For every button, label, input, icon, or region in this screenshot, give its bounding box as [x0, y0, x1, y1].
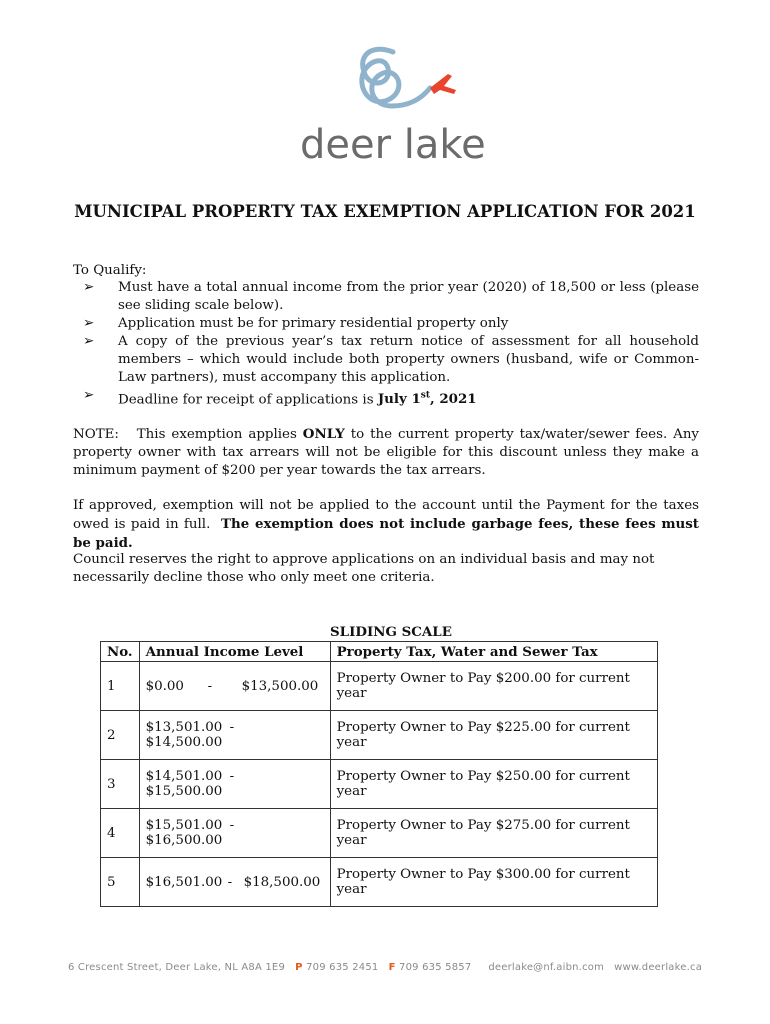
deadline-prefix: July 1 [377, 391, 421, 408]
footer-contact [0, 962, 770, 973]
income-from: $14,501.00 [145, 769, 223, 784]
income-to: $15,500.00 [145, 784, 223, 799]
income-dash: - [229, 769, 235, 784]
table-row [101, 662, 658, 711]
note-rest: to the current property tax/water/sewer fees. Any property owner with tax arrears will not be eligible for this discount unless they make a minimum payment of $200 per year towards the tax arrears. [73, 427, 700, 478]
criteria-text: Must have a total annual income from the prior year (2020) of 18,500 or less (please see sliding scale below). [118, 280, 699, 313]
criteria-item [73, 279, 699, 315]
deadline-date [378, 391, 477, 407]
col-header-no: No. [101, 642, 140, 662]
table-row [101, 760, 658, 809]
income-from: $16,501.00 [145, 874, 223, 890]
criteria-list [73, 279, 699, 409]
row-income [139, 809, 330, 858]
footer-phone: 709 635 2451 [306, 962, 379, 973]
sliding-scale-heading: SLIDING SCALE [330, 624, 452, 640]
criteria-text: Application must be for primary residential property only [118, 316, 509, 331]
income-from: $15,501.00 [145, 818, 223, 833]
note-paragraph [73, 425, 699, 480]
phone-key: P [295, 962, 303, 973]
arrow-bullet-icon: ➢ [83, 316, 95, 331]
fax-key: F [388, 962, 396, 973]
income-to: $16,500.00 [145, 833, 223, 848]
row-tax: Property Owner to Pay $225.00 for current year [330, 711, 657, 760]
row-no: 2 [101, 711, 140, 760]
footer-address: 6 Crescent Street, Deer Lake, NL A8A 1E9 [67, 962, 286, 973]
criteria-text: A copy of the previous year’s tax return notice of assessment for all household members – which would include both property owners (husband, wife or Common-Law partners), must accompany this application. [118, 334, 699, 385]
table-row [101, 711, 658, 760]
arrow-bullet-icon: ➢ [83, 280, 95, 295]
income-from: $13,501.00 [145, 720, 223, 735]
row-tax: Property Owner to Pay $250.00 for current year [330, 760, 657, 809]
deadline-sup: st [420, 391, 430, 401]
table-row [101, 809, 658, 858]
row-no: 3 [101, 760, 140, 809]
table-row [101, 858, 658, 907]
income-dash: - [229, 818, 235, 833]
note-strong: ONLY [302, 426, 345, 442]
council-paragraph: Council reserves the right to approve applications on an individual basis and may not necessarily decline those who only meet one criteria. [73, 552, 655, 585]
footer-website[interactable]: www.deerlake.ca [614, 962, 703, 973]
approval-paragraph [73, 497, 704, 553]
income-dash: - [227, 874, 233, 890]
row-no: 1 [101, 662, 140, 711]
income-to: $13,500.00 [241, 678, 319, 694]
criteria-item [73, 387, 699, 409]
row-tax: Property Owner to Pay $300.00 for current year [330, 858, 657, 907]
criteria-item [73, 333, 699, 387]
row-income [139, 662, 330, 711]
criteria-text: Deadline for receipt of applications is [118, 392, 378, 408]
col-header-income: Annual Income Level [139, 642, 330, 662]
income-to: $14,500.00 [145, 735, 223, 750]
income-to: $18,500.00 [243, 874, 321, 890]
row-no: 5 [101, 858, 140, 907]
income-dash: - [229, 720, 235, 735]
income-dash: - [207, 678, 213, 694]
row-income [139, 760, 330, 809]
arrow-bullet-icon: ➢ [83, 388, 95, 403]
row-income [139, 858, 330, 907]
row-tax: Property Owner to Pay $200.00 for current year [330, 662, 657, 711]
sliding-scale-table [100, 641, 658, 907]
deadline-suffix: , 2021 [430, 391, 477, 408]
row-income [139, 711, 330, 760]
qualify-label: To Qualify: [73, 263, 147, 278]
row-no: 4 [101, 809, 140, 858]
logo-text: deer lake [300, 122, 486, 168]
footer-email[interactable]: deerlake@nf.aibn.com [488, 962, 605, 973]
footer-fax: 709 635 5857 [399, 962, 472, 973]
row-tax: Property Owner to Pay $275.00 for current year [330, 809, 657, 858]
note-lead: NOTE: This exemption applies [73, 427, 303, 442]
criteria-item [73, 315, 699, 333]
col-header-tax: Property Tax, Water and Sewer Tax [330, 642, 657, 662]
income-from: $0.00 [145, 678, 184, 694]
approve-strong: The exemption does not include garbage fees, these fees must be paid. [73, 516, 699, 551]
arrow-bullet-icon: ➢ [83, 334, 95, 349]
approve-lead: If approved, exemption will not be applied to the account until the Payment for the taxes owed is paid in full. [73, 498, 704, 532]
page-title: MUNICIPAL PROPERTY TAX EXEMPTION APPLICATION FOR 2021 [74, 202, 696, 221]
table-header-row [101, 642, 658, 662]
